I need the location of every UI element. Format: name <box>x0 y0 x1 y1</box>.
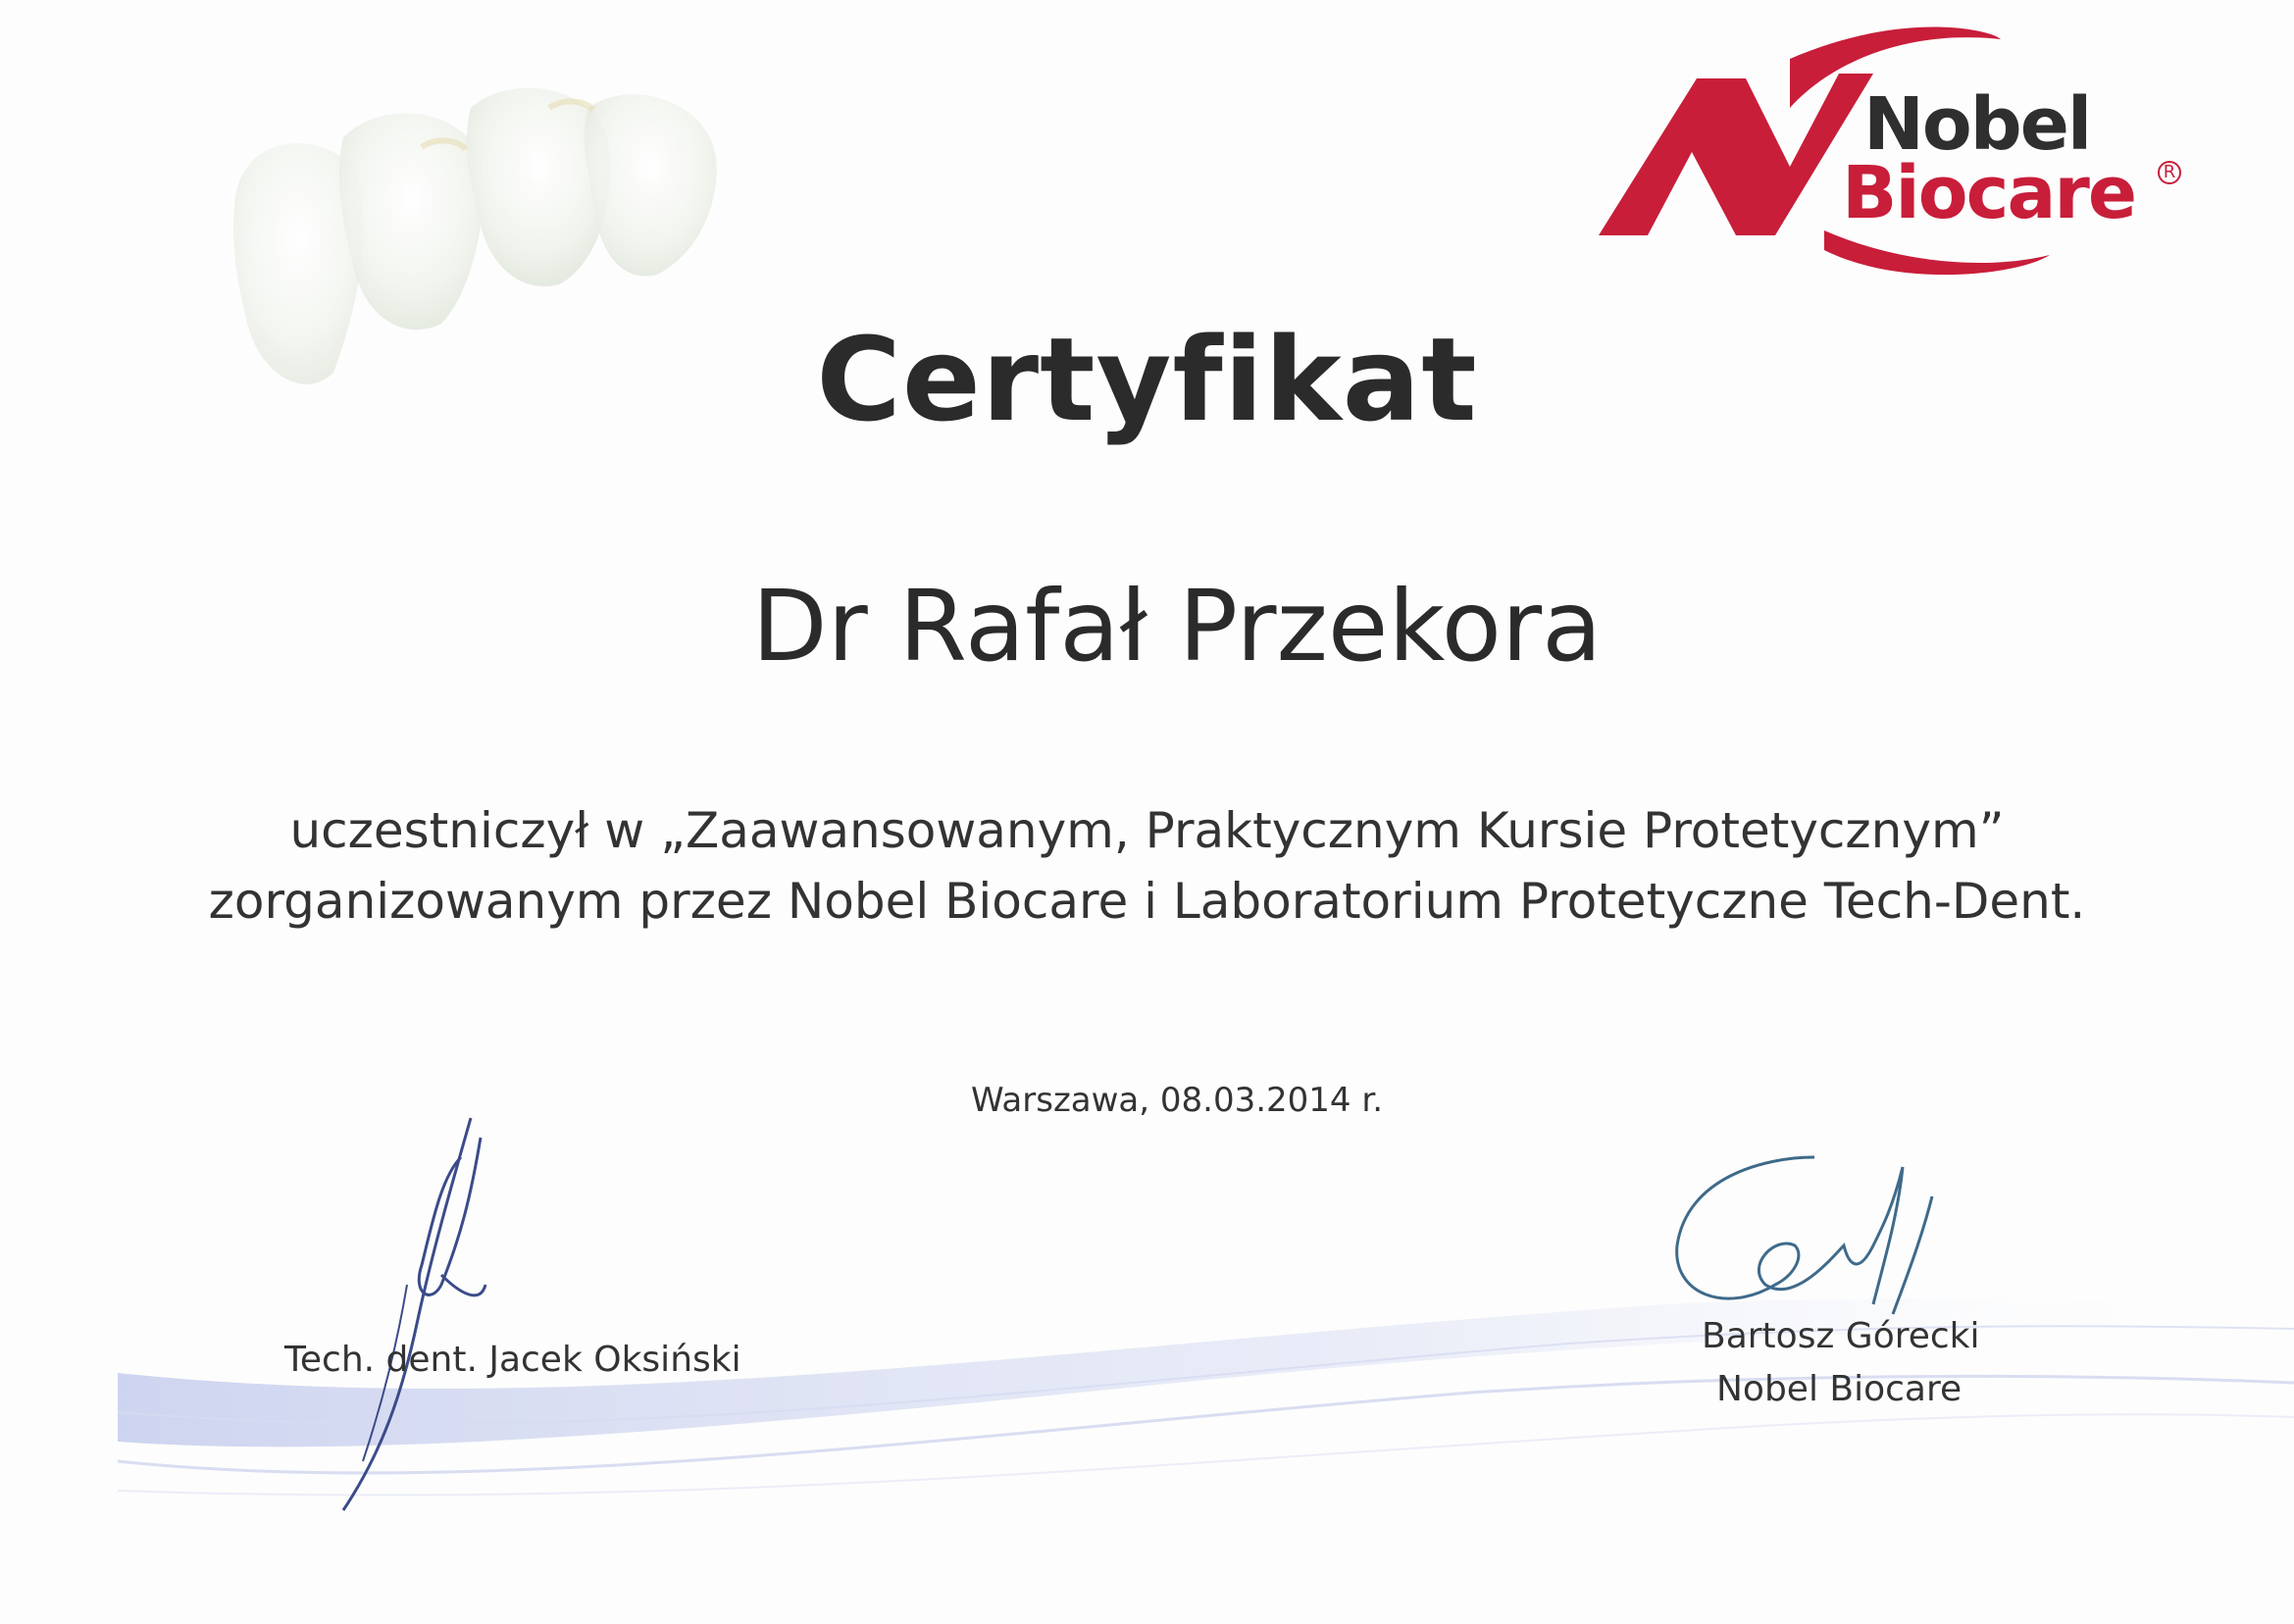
nobel-biocare-logo <box>1579 20 2187 284</box>
recipient-name: Dr Rafał Przekora <box>751 569 1603 684</box>
left-signer-name: Tech. dent. Jacek Oksiński <box>284 1340 741 1380</box>
logo-word-nobel: Nobel <box>1863 82 2091 167</box>
right-signature-image <box>1648 1138 2001 1334</box>
course-description-line-2: zorganizowanym przez Nobel Biocare i Laboratorium Protetyczne Tech-Dent. <box>208 873 2086 930</box>
logo-word-biocare: Biocare <box>1842 151 2136 235</box>
course-description-line-1: uczestniczył w „Zaawansowanym, Praktycznym Kursie Protetycznym” <box>289 802 2005 859</box>
registered-mark: R <box>2158 161 2181 184</box>
place-and-date: Warszawa, 08.03.2014 r. <box>970 1081 1384 1120</box>
right-signer-organization: Nobel Biocare <box>1716 1369 1963 1409</box>
right-signer-name: Bartosz Górecki <box>1702 1316 1980 1356</box>
left-signature-image <box>324 1108 539 1520</box>
certificate-title: Certyfikat <box>816 312 1478 447</box>
